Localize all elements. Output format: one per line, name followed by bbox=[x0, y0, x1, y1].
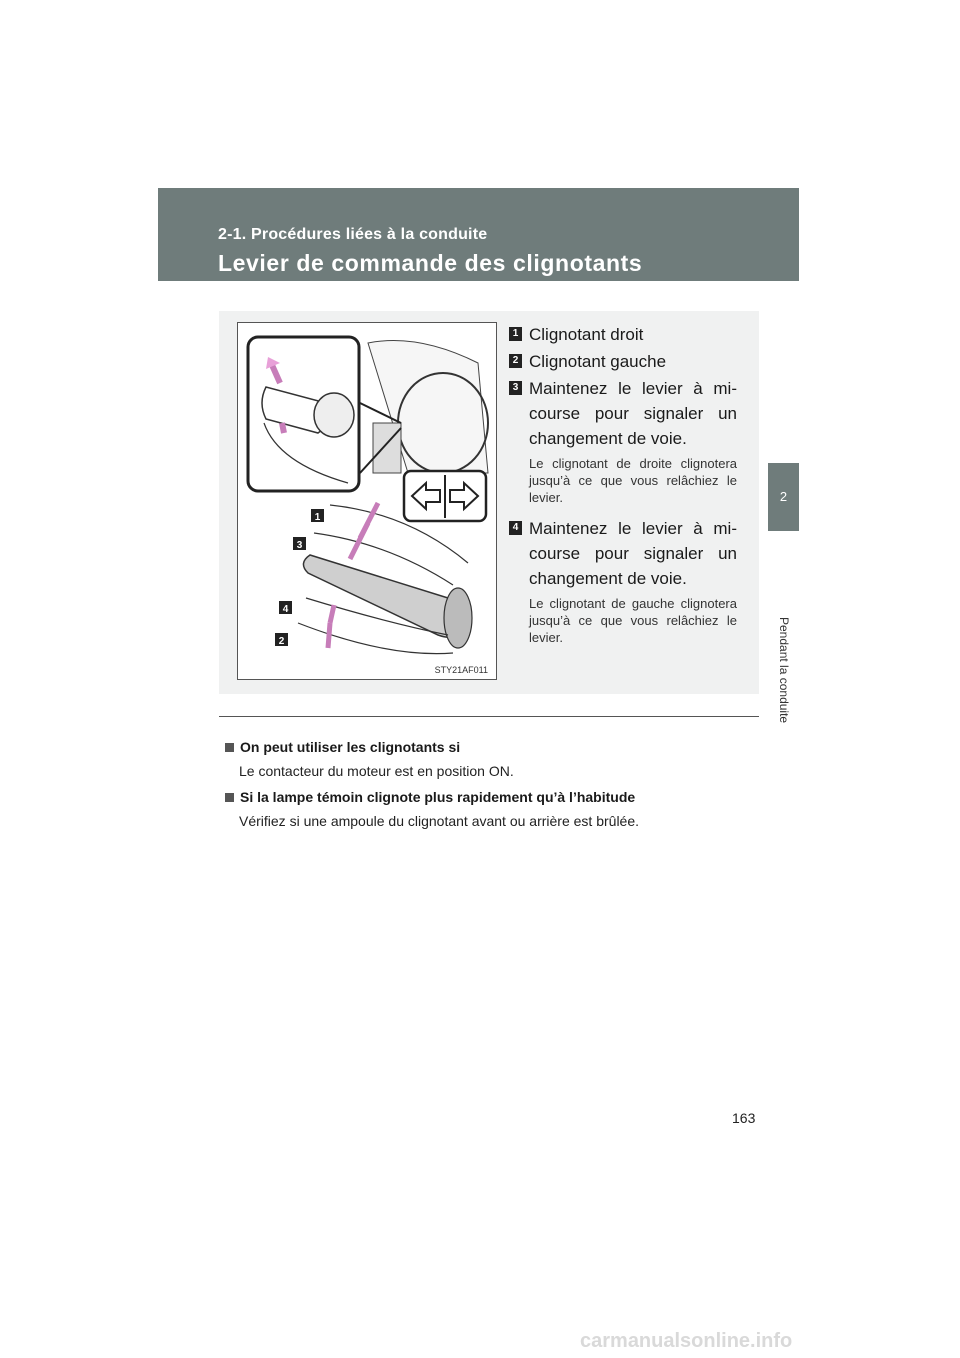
chapter-tab[interactable] bbox=[768, 463, 799, 531]
illustration-drawing bbox=[238, 323, 496, 679]
page-title: Levier de commande des clignotants bbox=[218, 250, 643, 276]
figure-code: STY21AF011 bbox=[434, 665, 488, 675]
section-label: 2-1. Procédures liées à la conduite bbox=[218, 226, 488, 243]
notes-section bbox=[225, 737, 765, 837]
turn-signal-illustration bbox=[237, 322, 497, 680]
watermark: carmanualsonline.info bbox=[580, 1330, 793, 1352]
legend-note: Le clignotant de droite clignotera jusqu’à ce que vous relâchiez le levier. bbox=[529, 456, 737, 505]
down-arrow-small bbox=[282, 423, 284, 433]
legend-badge: 3 bbox=[509, 381, 522, 395]
square-bullet-icon bbox=[225, 793, 234, 802]
svg-text:1: 1 bbox=[314, 512, 321, 523]
page-number: 163 bbox=[732, 1110, 756, 1126]
legend-label: 1 Clignotant droit bbox=[509, 322, 737, 347]
legend-item bbox=[509, 516, 737, 646]
legend-item bbox=[509, 349, 737, 374]
svg-text:4: 4 bbox=[282, 604, 289, 615]
legend-item bbox=[509, 322, 737, 347]
svg-text:2: 2 bbox=[278, 636, 285, 647]
legend bbox=[509, 322, 737, 656]
chapter-tab-label: Pendant la conduite bbox=[777, 617, 791, 724]
chapter-number: 2 bbox=[779, 489, 788, 504]
legend-note: Le clignotant de gauche clignotera jusqu’à ce que vous relâchiez le levier. bbox=[529, 596, 737, 645]
legend-badge: 2 bbox=[509, 354, 522, 368]
arrow-2 bbox=[328, 623, 330, 648]
arrow-4 bbox=[330, 605, 334, 623]
column-drawing bbox=[314, 393, 354, 437]
legend-badge: 1 bbox=[509, 327, 522, 341]
note-text: Vérifiez si une ampoule du clignotant avant ou arrière est brûlée. bbox=[239, 813, 640, 829]
legend-label: 4 Maintenez le levier à mi-course pour signaler un changement de voie. bbox=[509, 516, 737, 591]
note-heading: Si la lampe témoin clignote plus rapidement qu’à l’habitude bbox=[225, 787, 765, 807]
legend-label: 2 Clignotant gauche bbox=[509, 349, 737, 374]
legend-label: 3 Maintenez le levier à mi-course pour signaler un changement de voie. bbox=[509, 376, 737, 451]
legend-badge: 4 bbox=[509, 521, 522, 535]
svg-text:3: 3 bbox=[296, 540, 303, 551]
note-text: Le contacteur du moteur est en position ON. bbox=[239, 763, 514, 779]
square-bullet-icon bbox=[225, 743, 234, 752]
note-heading: On peut utiliser les clignotants si bbox=[225, 737, 765, 757]
legend-item bbox=[509, 376, 737, 506]
chapter-header bbox=[158, 188, 799, 281]
arrow-1 bbox=[360, 503, 378, 538]
divider bbox=[219, 716, 759, 717]
